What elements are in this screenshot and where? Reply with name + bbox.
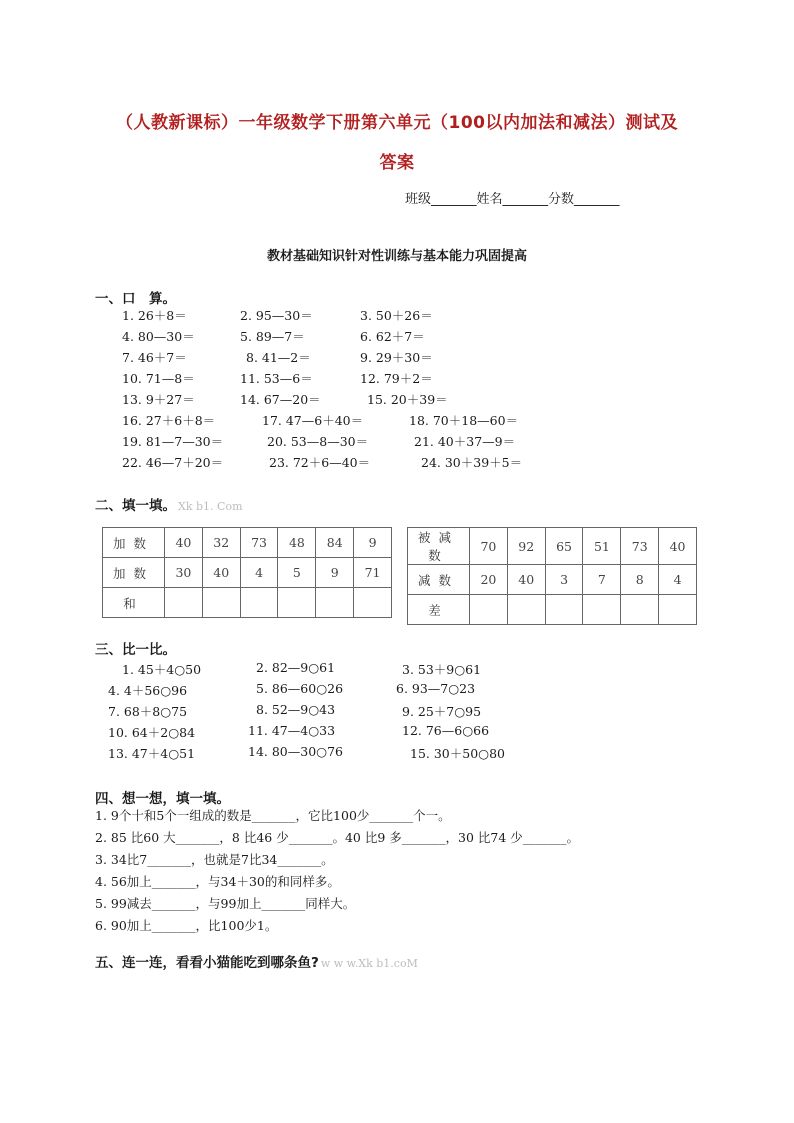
subtraction-table-answer-cell[interactable] — [621, 595, 659, 625]
subtraction-table-row — [408, 595, 697, 625]
oral-calc-item: 11. 53—6＝ — [240, 371, 313, 386]
oral-calc-item: 1. 26＋8＝ — [122, 308, 187, 323]
compare-item: 4. 4＋56○96 — [108, 683, 188, 698]
oral-calc-item: 4. 80—30＝ — [122, 329, 195, 344]
oral-calc-item: 8. 41—2＝ — [246, 350, 311, 365]
subtraction-table-value-cell: 65 — [545, 528, 583, 565]
addition-table-value-cell: 48 — [278, 528, 316, 558]
subtraction-table-value-cell: 73 — [621, 528, 659, 565]
compare-item: 10. 64＋2○84 — [108, 725, 196, 740]
oral-calc-row — [0, 390, 794, 408]
subtraction-table-value-cell: 4 — [659, 565, 697, 595]
compare-item: 7. 68＋8○75 — [108, 704, 188, 719]
subtraction-table — [407, 527, 697, 625]
oral-calc-item: 5. 89—7＝ — [240, 329, 305, 344]
addition-table-row — [103, 528, 392, 558]
oral-calc-row — [0, 411, 794, 429]
subtraction-table-value-cell: 92 — [507, 528, 545, 565]
oral-calc-item: 7. 46＋7＝ — [122, 350, 187, 365]
subtraction-table-answer-cell[interactable] — [470, 595, 508, 625]
compare-row — [0, 744, 794, 762]
addition-table-answer-cell[interactable] — [316, 588, 354, 618]
oral-calc-item: 17. 47—6＋40＝ — [262, 413, 364, 428]
addition-table-value-cell: 32 — [202, 528, 240, 558]
addition-table-answer-cell[interactable] — [354, 588, 392, 618]
addition-table-value-cell: 84 — [316, 528, 354, 558]
addition-table-value-cell: 73 — [240, 528, 278, 558]
section2-heading-text: 二、填一填。 — [95, 498, 176, 514]
oral-calc-row — [0, 348, 794, 366]
section2-heading — [95, 494, 243, 514]
compare-row — [0, 660, 794, 678]
oral-calc-item: 12. 79＋2＝ — [360, 371, 433, 386]
oral-calc-item: 2. 95—30＝ — [240, 308, 313, 323]
oral-calc-item: 20. 53—8—30＝ — [267, 434, 369, 449]
oral-calc-item: 21. 40＋37—9＝ — [414, 434, 516, 449]
subtitle: 教材基础知识针对性训练与基本能力巩固提高 — [266, 249, 527, 264]
addition-table-row-label: 和 — [103, 588, 165, 618]
section1-heading: 一、口 算。 — [95, 291, 176, 307]
fill-blank-line: 1. 9个十和5个一组成的数是_______，它比100少_______个一。 — [95, 808, 451, 823]
section4-heading: 四、想一想，填一填。 — [95, 791, 230, 807]
oral-calc-item: 16. 27＋6＋8＝ — [122, 413, 216, 428]
compare-row — [0, 723, 794, 741]
addition-table-value-cell: 40 — [202, 558, 240, 588]
subtraction-table-answer-cell[interactable] — [545, 595, 583, 625]
compare-item: 1. 45＋4○50 — [122, 662, 202, 677]
compare-item: 11. 47—4○33 — [248, 723, 336, 738]
oral-calc-item: 24. 30＋39＋5＝ — [421, 455, 523, 470]
addition-table-row-label: 加数 — [103, 528, 165, 558]
oral-calc-item: 6. 62＋7＝ — [360, 329, 425, 344]
oral-calc-row — [0, 369, 794, 387]
oral-calc-row — [0, 453, 794, 471]
oral-calc-item: 22. 46—7＋20＝ — [122, 455, 224, 470]
addition-table-answer-cell[interactable] — [278, 588, 316, 618]
subtraction-table-row — [408, 528, 697, 565]
section3-heading: 三、比一比。 — [95, 642, 176, 658]
subtraction-table-row-label: 差 — [408, 595, 470, 625]
oral-calc-item: 3. 50＋26＝ — [360, 308, 433, 323]
subtraction-table-value-cell: 3 — [545, 565, 583, 595]
subtraction-table-value-cell: 40 — [507, 565, 545, 595]
addition-table-row — [103, 558, 392, 588]
compare-item: 6. 93—7○23 — [396, 681, 476, 696]
subtraction-table-answer-cell[interactable] — [659, 595, 697, 625]
document-title-line2: 答案 — [379, 153, 415, 173]
subtraction-table-value-cell: 8 — [621, 565, 659, 595]
watermark: w w w.Xk b1.coM — [320, 957, 418, 970]
oral-calc-item: 9. 29＋30＝ — [360, 350, 433, 365]
oral-calc-row — [0, 327, 794, 345]
oral-calc-row — [0, 306, 794, 324]
compare-row — [0, 702, 794, 720]
addition-table-value-cell: 40 — [165, 528, 203, 558]
addition-table-answer-cell[interactable] — [240, 588, 278, 618]
compare-item: 2. 82—9○61 — [256, 660, 336, 675]
addition-table-value-cell: 9 — [354, 528, 392, 558]
addition-table — [102, 527, 392, 618]
compare-item: 8. 52—9○43 — [256, 702, 336, 717]
class-info: 班级_______姓名_______分数_______ — [405, 192, 620, 207]
subtraction-table-value-cell: 51 — [583, 528, 621, 565]
oral-calc-item: 23. 72＋6—40＝ — [269, 455, 371, 470]
subtraction-table-value-cell: 7 — [583, 565, 621, 595]
oral-calc-item: 14. 67—20＝ — [240, 392, 321, 407]
compare-item: 5. 86—60○26 — [256, 681, 344, 696]
compare-item: 9. 25＋7○95 — [402, 704, 482, 719]
subtraction-table-value-cell: 20 — [470, 565, 508, 595]
addition-table-value-cell: 5 — [278, 558, 316, 588]
fill-blank-line: 3. 34比7_______，也就是7比34_______。 — [95, 852, 334, 867]
fill-blank-line: 5. 99减去_______，与99加上_______同样大。 — [95, 896, 356, 911]
subtraction-table-answer-cell[interactable] — [507, 595, 545, 625]
document-title-line1: （人教新课标）一年级数学下册第六单元（100以内加法和减法）测试及 — [116, 113, 678, 133]
addition-table-answer-cell[interactable] — [202, 588, 240, 618]
compare-item: 15. 30＋50○80 — [410, 746, 505, 761]
fill-blank-line: 6. 90加上_______，比100少1。 — [95, 918, 278, 933]
watermark: Xk b1. Com — [178, 500, 243, 513]
section5-heading-text: 五、连一连，看看小猫能吃到哪条鱼? — [95, 955, 319, 971]
oral-calc-item: 13. 9＋27＝ — [122, 392, 195, 407]
addition-table-answer-cell[interactable] — [165, 588, 203, 618]
subtraction-table-value-cell: 70 — [470, 528, 508, 565]
oral-calc-row — [0, 432, 794, 450]
addition-table-value-cell: 30 — [165, 558, 203, 588]
subtraction-table-row — [408, 565, 697, 595]
subtraction-table-value-cell: 40 — [659, 528, 697, 565]
compare-item: 3. 53＋9○61 — [402, 662, 482, 677]
oral-calc-item: 15. 20＋39＝ — [367, 392, 448, 407]
section5-heading — [95, 951, 418, 971]
addition-table-row — [103, 588, 392, 618]
compare-row — [0, 681, 794, 699]
fill-blank-line: 4. 56加上_______，与34＋30的和同样多。 — [95, 874, 340, 889]
subtraction-table-row-label: 被减数 — [408, 528, 470, 565]
subtraction-table-answer-cell[interactable] — [583, 595, 621, 625]
oral-calc-item: 18. 70＋18—60＝ — [409, 413, 519, 428]
compare-item: 14. 80—30○76 — [248, 744, 343, 759]
fill-blank-line: 2. 85 比60 大_______，8 比46 少_______。40 比9 多_______，30 比74 少_______。 — [95, 830, 580, 845]
compare-item: 12. 76—6○66 — [402, 723, 490, 738]
oral-calc-item: 10. 71—8＝ — [122, 371, 195, 386]
subtraction-table-row-label: 减数 — [408, 565, 470, 595]
compare-item: 13. 47＋4○51 — [108, 746, 196, 761]
addition-table-row-label: 加数 — [103, 558, 165, 588]
addition-table-value-cell: 71 — [354, 558, 392, 588]
addition-table-value-cell: 4 — [240, 558, 278, 588]
oral-calc-item: 19. 81—7—30＝ — [122, 434, 224, 449]
addition-table-value-cell: 9 — [316, 558, 354, 588]
